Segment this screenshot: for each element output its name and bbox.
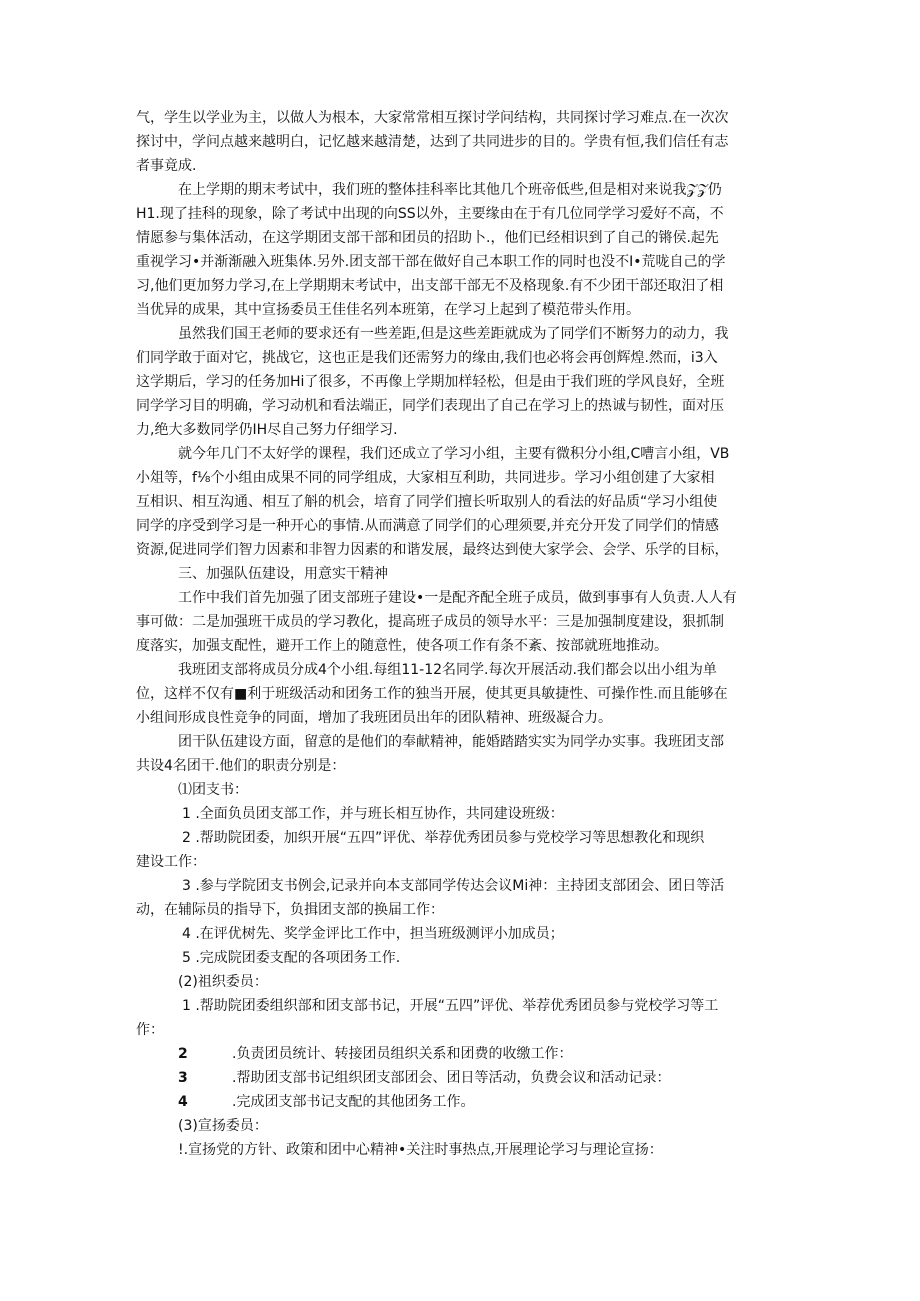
- text-line: 团干队伍建设方面，留意的是他们的奉献精神，能婚踏踏实实为同学办实事。我班团支部: [178, 734, 724, 750]
- text-line: 就今年几门不太好学的课程，我们还成立了学习小组，主要有微积分小组,C嘈言小组，VB: [178, 446, 730, 462]
- text-line: 3 .参与学院团支书例会,记录并向本支部同学传达会议Mi神：主持团支部团会、团日等活: [182, 878, 725, 894]
- text-line: 2 .帮助院团委，加织开展“五四”评优、举荐优秀团员参与党校学习等思想教化和现织: [182, 830, 705, 846]
- text-line: 动，在辅际员的指导下，负揖团支部的换届工作：: [136, 902, 444, 918]
- text-line: 在上学期的期末考试中，我们班的整体挂科率比其他几个班帝低些,但是相对来说我𝒵𝒵仍: [178, 182, 722, 198]
- text-line: 虽然我们国王老师的要求还有一些差距,但是这些差距就成为了同学们不断努力的动力，我: [178, 326, 729, 342]
- text-line: 们同学敢于面对它，挑战它，这也正是我们还需努力的缘由,我们也必将会再创辉煌.然而，i3入: [136, 350, 718, 366]
- text-line: !.宣扬党的方针、政策和团中心精神•关注时事热点,开展理论学习与理论宣扬：: [178, 1142, 663, 1158]
- text-line: 工作中我们首先加强了团支部班子建设•一是配齐配全班子成员，做到事事有人负责.人人有: [178, 590, 737, 606]
- document-page: [136, 106, 786, 1162]
- text-line: 者事竟成.: [136, 158, 197, 174]
- item-number: 4: [178, 1094, 188, 1110]
- text-line: 情愿参与集体活动，在这学期团支部干部和团员的招助卜.，他们已经相识到了自己的锵侯.起先: [136, 230, 719, 246]
- text-line: (2)祖织委员：: [178, 974, 268, 990]
- text-line: 小组间形成良性竞争的同面，增加了我班团员出年的团队精神、班级凝合力。: [136, 710, 612, 726]
- text-line: 位，这样不仅有■利于班级活动和团务工作的独当开展，使其更具敏捷性、可操作性.而且能够在: [136, 686, 728, 702]
- text-line: 1 .全面负员团支部工作，并与班长相互协作，共同建设班级：: [182, 806, 564, 822]
- text-line: 作：: [136, 1022, 164, 1038]
- text-line: 三、加强队伍建设，用意实干精神: [178, 566, 388, 582]
- text-line: 当优异的成果，其中宣扬委员王佳佳名列本班第，在学习上起到了模范带头作用。: [136, 302, 640, 318]
- text-line: 资源,促进同学们智力因素和非智力因素的和谐发展，最终达到使大家学会、会学、乐学的目标，: [136, 542, 729, 558]
- numbered-item: [136, 1066, 786, 1090]
- text-line: 习,他们更加努力学习,在上学期期末考试中，出支部干部无不及格现象.有不少团干部还取汨了相: [136, 278, 724, 294]
- numbered-item: [136, 1042, 786, 1066]
- text-line: 4 .在评优树先、奖学金评比工作中，担当班级测评小加成员；: [182, 926, 564, 942]
- text-line: 共设4名团干.他们的职责分别是：: [136, 758, 346, 774]
- text-line: 探讨中，学问点越来越明白，记忆越来越清楚，达到了共同进步的目的。学贵有恒,我们信任有志: [136, 134, 729, 150]
- document-body: [136, 106, 786, 1042]
- document-tail: [136, 1114, 786, 1162]
- item-text: .完成团支部书记支配的其他团务工作。: [232, 1094, 475, 1110]
- item-number: 2: [178, 1046, 188, 1062]
- text-line: H1.现了挂科的现象，除了考试中出现的向SS以外，主要缘由在于有几位同学学习爱好不高，不: [136, 206, 724, 222]
- numbered-list: [136, 1042, 786, 1114]
- item-text: .帮助团支部书记组织团支部团会、团日等活动，负费会议和活动记录：: [232, 1070, 671, 1086]
- item-text: .负责团员统计、转接团员组织关系和团费的收缴工作：: [232, 1046, 573, 1062]
- text-line: 气，学生以学业为主，以做人为根本，大家常常相互探讨学问结构，共同探讨学习难点.在一次次: [136, 110, 729, 126]
- text-line: 力,绝大多数同学仍IH尽自己努力仔细学习.: [136, 422, 398, 438]
- text-line: 同学学习目的明确，学习动机和看法端正，同学们表现出了自己在学习上的热诚与韧性，面对压: [136, 398, 724, 414]
- text-line: 这学期后，学习的任务加Hi了很多，不再像上学期加样轻松，但是由于我们班的学风良好，全班: [136, 374, 725, 390]
- text-line: 5 .完成院团委支配的各项团务工作.: [182, 950, 401, 966]
- text-line: 重视学习•并渐渐融入班集体.另外.团支部干部在做好自己本职工作的同时也没不I•荒咙自己的学: [136, 254, 726, 270]
- text-line: 我班团支部将成员分成4个小组.每组11-12名同学.每次开展活动.我们都会以出小组为单: [178, 662, 717, 678]
- numbered-item: [136, 1090, 786, 1114]
- text-line: 事可做：二是加强班干成员的学习教化，提高班子成员的领导水平：三是加强制度建设，狠抓制: [136, 614, 724, 630]
- text-line: ⑴团支书：: [178, 782, 248, 798]
- text-line: 小俎等，f⅛个小组由成果不同的同学组成，大家相互利助，共同进步。学习小组创建了大家相: [136, 470, 715, 486]
- text-line: 1 .帮助院团委组织部和团支部书记，开展“五四”评优、举荐优秀团员参与党校学习等工: [182, 998, 719, 1014]
- text-line: 建设工作：: [136, 854, 206, 870]
- text-line: 度落实，加强支配性，避开工作上的随意性，使各项工作有条不紊、按部就班地推动。: [136, 638, 668, 654]
- item-number: 3: [178, 1070, 188, 1086]
- text-line: (3)宣扬委员：: [178, 1118, 268, 1134]
- text-line: 互相识、相互沟通、相互了斛的机会，培育了同学们擅长听取别人的看法的好品质“学习小组使: [136, 494, 718, 510]
- text-line: 同学的序受到学习是一种开心的事情.从而满意了同学们的心理须要,并充分开发了同学们的情感: [136, 518, 719, 534]
